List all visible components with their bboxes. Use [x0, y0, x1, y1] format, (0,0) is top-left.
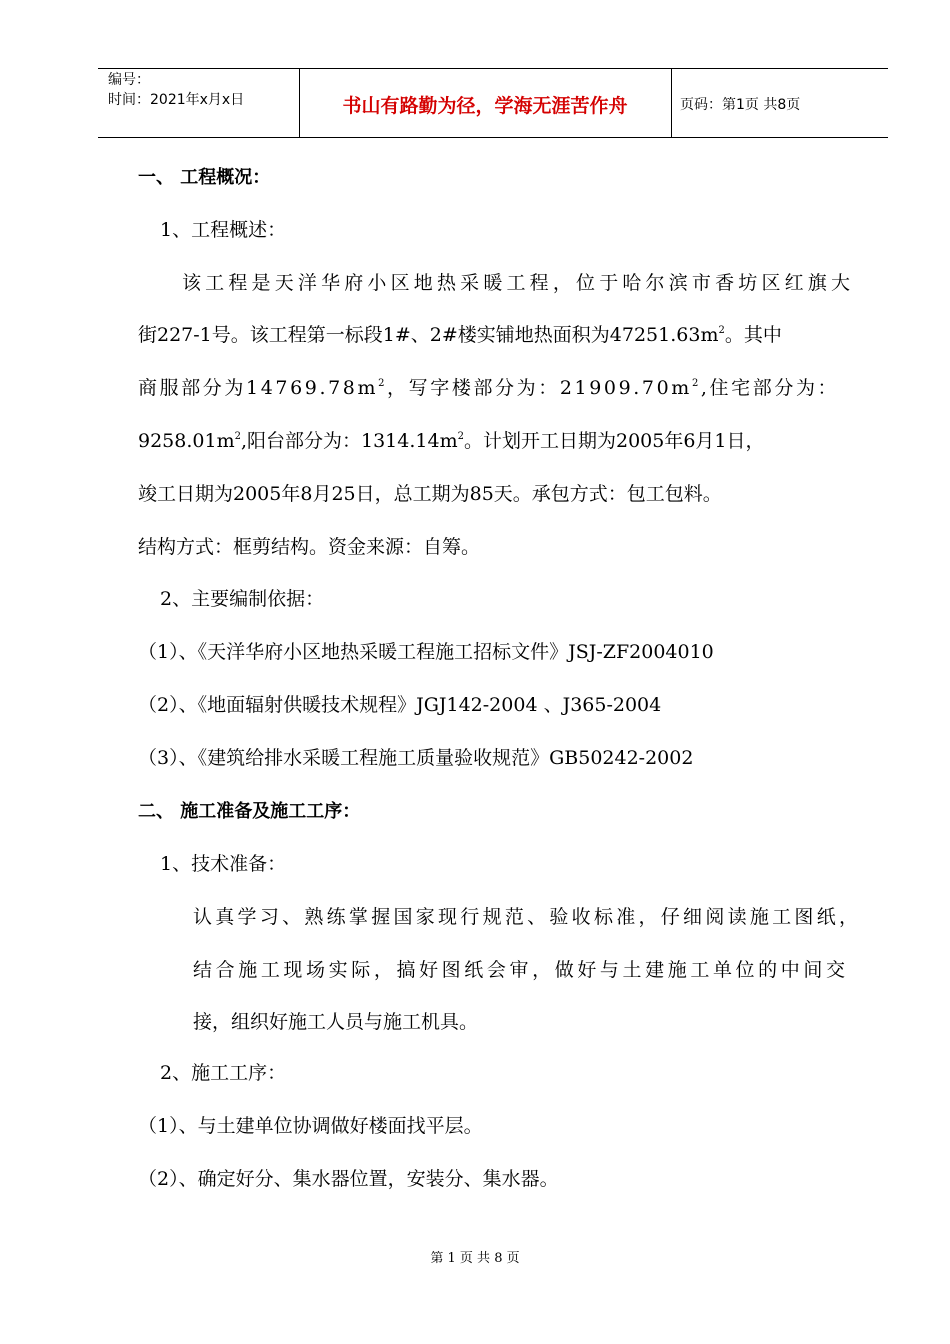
- section-1-title: 一、 工程概况：: [138, 167, 271, 188]
- header-page-cell: [672, 69, 888, 137]
- paragraph-line: 商服部分为$14769.78m^2$，写字楼部分为：$21909.70m^2$,住宅部分为：: [138, 377, 840, 399]
- paragraph-line: 该工程是天洋华府小区地热采暖工程，位于哈尔滨市香坊区红旗大: [182, 272, 850, 294]
- header-motto-cell: [299, 69, 672, 137]
- number-label: 编号：: [108, 72, 150, 88]
- paragraph-line: 认真学习、熟练掌握国家现行规范、验收标准，仔细阅读施工图纸，: [193, 906, 858, 928]
- header-meta-cell: [98, 69, 300, 137]
- document-header: [98, 68, 888, 138]
- step-item: （1）、与土建单位协调做好楼面找平层。: [138, 1115, 483, 1137]
- time-label: 时间：2021年x月x日: [108, 92, 245, 108]
- subsection-1-2-title: 2、主要编制依据：: [160, 588, 325, 610]
- step-item: （2）、确定好分、集水器位置，安装分、集水器。: [138, 1168, 559, 1190]
- reference-item: （1）、《天洋华府小区地热采暖工程施工招标文件》JSJ-ZF2004010: [138, 641, 714, 663]
- subsection-1-1-title: 1、工程概述：: [160, 219, 287, 241]
- page-info: 页码：第1页 共8页: [680, 97, 801, 113]
- paragraph-line: 结合施工现场实际，搞好图纸会审，做好与土建施工单位的中间交: [193, 959, 845, 981]
- paragraph-line: 接，组织好施工人员与施工机具。: [193, 1011, 479, 1033]
- paragraph-line: 街227-1号。该工程第一标段1#、2#楼实铺地热面积为$47251.63m^2$。其中: [138, 324, 782, 346]
- section-2-title: 二、 施工准备及施工工序：: [138, 801, 361, 822]
- reference-item: （2）、《地面辐射供暖技术规程》JGJ142-2004 、J365-2004: [138, 694, 662, 716]
- paragraph-line: $9258.01m^2$,阳台部分为：$1314.14m^2$。计划开工日期为2005年6月1日，: [138, 430, 765, 452]
- motto-text: 书山有路勤为径，学海无涯苦作舟: [342, 95, 628, 117]
- subsection-2-2-title: 2、施工工序：: [160, 1062, 287, 1084]
- subsection-2-1-title: 1、技术准备：: [160, 853, 287, 875]
- paragraph-line: 竣工日期为2005年8月25日，总工期为85天。承包方式：包工包料。: [138, 483, 722, 505]
- page-footer: 第 1 页 共 8 页: [430, 1251, 520, 1266]
- paragraph-line: 结构方式：框剪结构。资金来源：自筹。: [138, 536, 481, 558]
- reference-item: （3）、《建筑给排水采暖工程施工质量验收规范》GB50242-2002: [138, 747, 694, 769]
